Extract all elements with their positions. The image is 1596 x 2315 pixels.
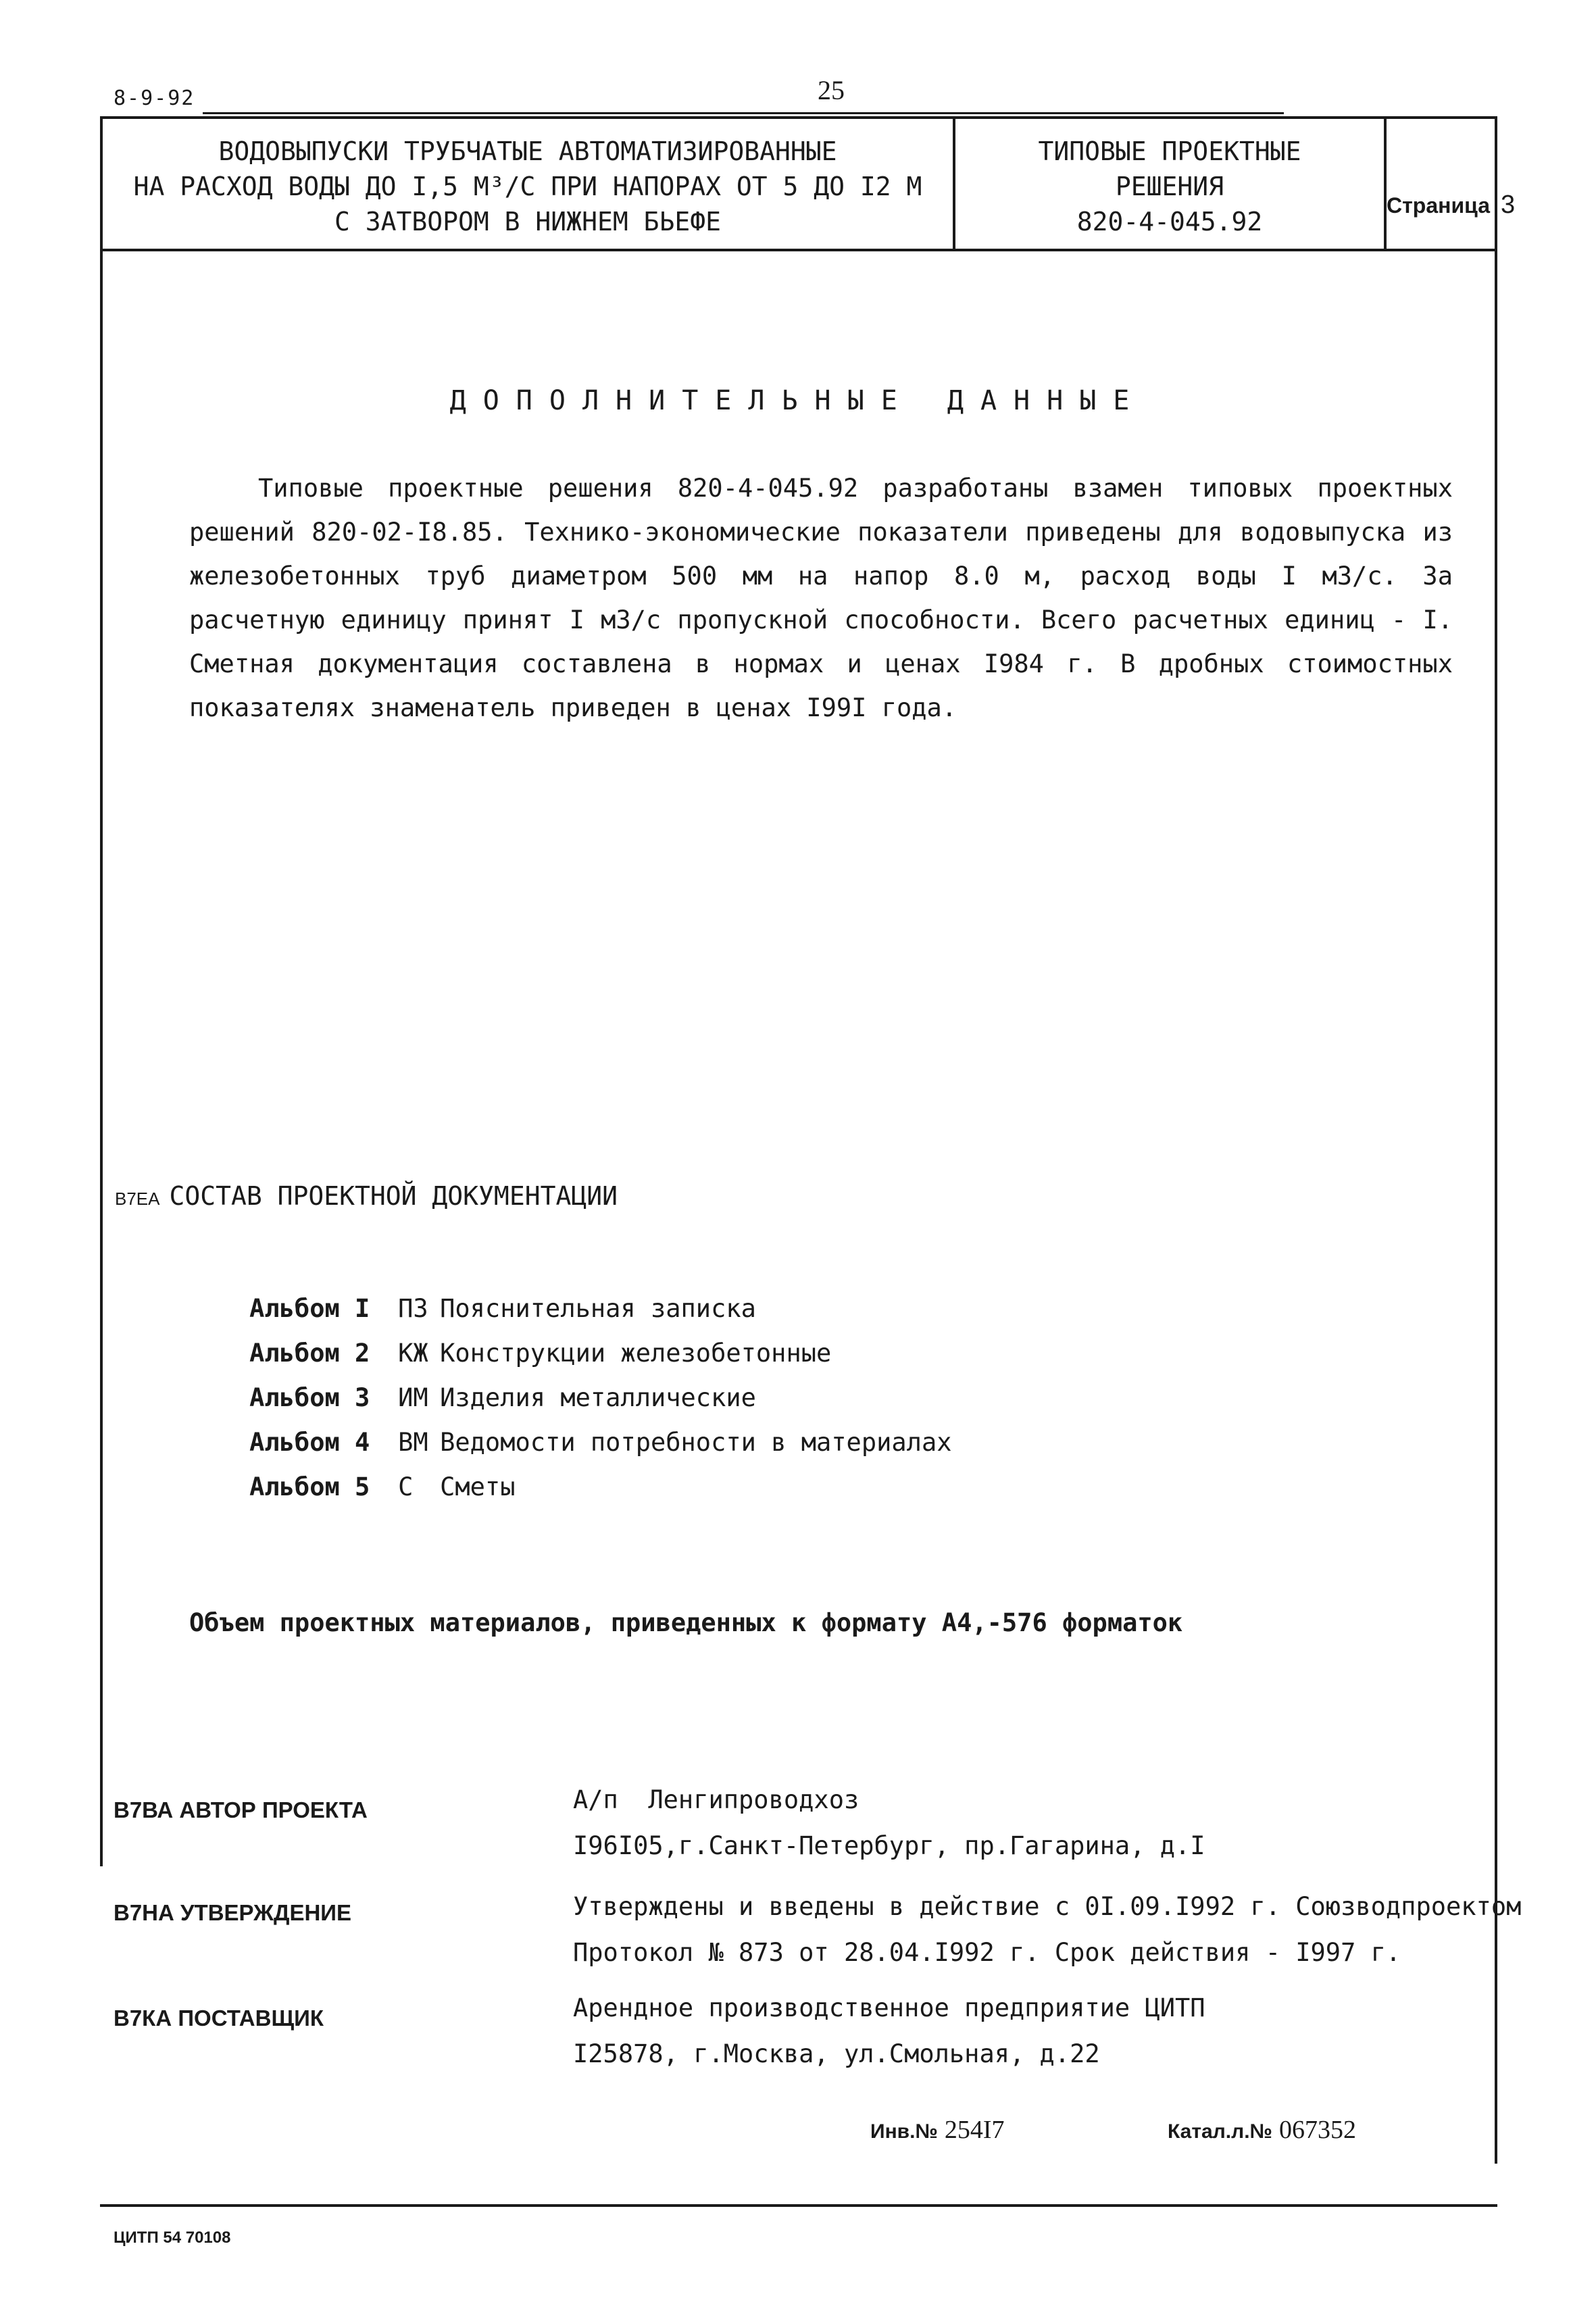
- printer-mark: ЦИТП 54 70108: [114, 2229, 231, 2247]
- title-block-divider: [1384, 119, 1387, 249]
- title-line-1: ВОДОВЫПУСКИ ТРУБЧАТЫЕ АВТОМАТИЗИРОВАННЫЕ: [218, 136, 837, 166]
- album-number: Альбом 4: [249, 1428, 370, 1457]
- contents-heading: [115, 1181, 618, 1211]
- supplier-label: В7КА ПОСТАВЩИК: [114, 2006, 324, 2031]
- album-title: Ведомости потребности в материалах: [440, 1428, 952, 1457]
- page-number: 3: [1500, 191, 1516, 219]
- album-list: [189, 1242, 952, 1501]
- author-line-2: I96I05,г.Санкт-Петербург, пр.Гагарина, д.I: [573, 1831, 1205, 1860]
- author-label: В7ВА АВТОР ПРОЕКТА: [114, 1797, 368, 1822]
- album-number: Альбом 3: [249, 1383, 370, 1412]
- album-code: КЖ: [398, 1339, 428, 1368]
- inventory-number: [870, 2115, 1005, 2145]
- contents-heading-text: СОСТАВ ПРОЕКТНОЙ ДОКУМЕНТАЦИИ: [169, 1181, 618, 1211]
- volume-statement: Объем проектных материалов, приведенных к формату А4,-576 форматок: [189, 1608, 1183, 1637]
- series-designation: [955, 134, 1384, 239]
- series-line-1: ТИПОВЫЕ ПРОЕКТНЫЕ: [1038, 136, 1301, 166]
- approval-line-2: Протокол № 873 от 28.04.I992 г. Срок действия - I997 г.: [573, 1938, 1401, 1967]
- list-item: [189, 1242, 952, 1323]
- catalog-label: Катал.л.№: [1168, 2120, 1272, 2143]
- frame-right-border: [1495, 251, 1497, 2164]
- top-rule: [203, 112, 1284, 114]
- title-line-3: С ЗАТВОРОМ В НИЖНЕМ БЬЕФЕ: [334, 207, 721, 237]
- supplier-line-1: Арендное производственное предприятие ЦИТП: [573, 1993, 1205, 2022]
- approval-label: В7НА УТВЕРЖДЕНИЕ: [114, 1900, 352, 1925]
- album-title: Конструкции железобетонные: [440, 1339, 832, 1368]
- album-title: Изделия металлические: [440, 1383, 756, 1412]
- frame-left-border: [100, 251, 103, 1866]
- inventory-label: Инв.№: [870, 2120, 938, 2143]
- date-mark: 8-9-92: [114, 86, 195, 110]
- approval-line-1: Утверждены и введены в действие с 0I.09.I992 г. Союзводпроектом: [573, 1892, 1522, 1921]
- document-title: [103, 134, 953, 239]
- frame-bottom-border: [100, 2204, 1497, 2207]
- series-line-2: РЕШЕНИЯ: [1115, 172, 1224, 201]
- intro-paragraph: Типовые проектные решения 820-4-045.92 разработаны взамен типовых проектных решений 820-02-I8.85. Технико-экономические показатели приведены для водовыпуска из железобетонных труб диаметром 500 мм на напор 8.0 м, расход воды I м3/с. За расчетную единицу принят I м3/с пропускной способности. Всего расчетных единиц - I. Сметная документация составлена в нормах и ценах I984 г. В дробных стоимостных показателях знаменатель приведен в ценах I99I года.: [189, 474, 1453, 722]
- album-title: Сметы: [440, 1472, 516, 1501]
- series-line-3: 820-4-045.92: [1076, 207, 1263, 237]
- contents-code: В7ЕА: [115, 1189, 160, 1209]
- album-number: Альбом 2: [249, 1339, 370, 1368]
- album-code: С: [398, 1472, 414, 1501]
- title-line-2: НА РАСХОД ВОДЫ ДО I,5 М³/С ПРИ НАПОРАХ ОТ 5 ДО I2 М: [133, 172, 922, 201]
- page-label: Страница: [1387, 193, 1490, 218]
- catalog-value: 067352: [1278, 2116, 1356, 2144]
- catalog-number: [1168, 2115, 1356, 2145]
- album-number: Альбом I: [249, 1294, 370, 1323]
- album-code: ВМ: [398, 1428, 428, 1457]
- album-title: Пояснительная записка: [440, 1294, 756, 1323]
- inventory-value: 254I7: [944, 2116, 1005, 2144]
- album-code: ИМ: [398, 1383, 428, 1412]
- page-indicator: [1387, 191, 1516, 220]
- section-title: ДОПОЛНИТЕЛЬНЫЕ ДАННЫЕ: [449, 385, 1147, 416]
- author-line-1: А/п Ленгипроводхоз: [573, 1785, 859, 1814]
- album-number: Альбом 5: [249, 1472, 370, 1501]
- title-block: [100, 116, 1516, 251]
- sheet-number: 25: [818, 75, 845, 105]
- supplier-line-2: I25878, г.Москва, ул.Смольная, д.22: [573, 2039, 1100, 2068]
- album-code: ПЗ: [398, 1294, 428, 1323]
